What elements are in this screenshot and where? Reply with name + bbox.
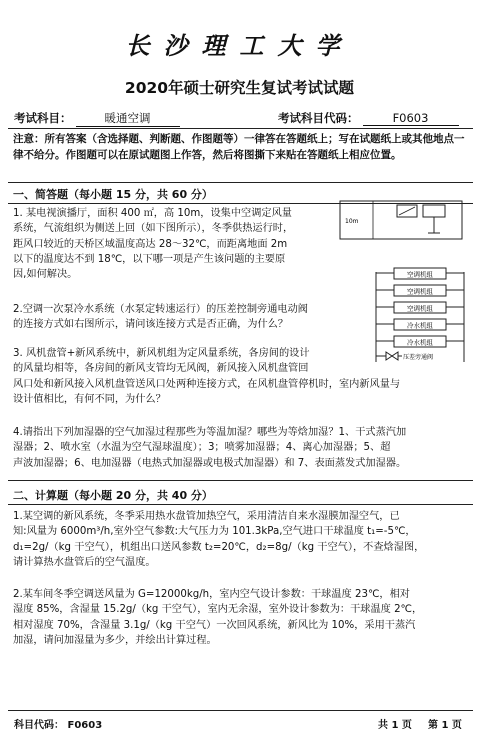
box-label: 空调机组 (407, 270, 433, 279)
box-label: 空调机组 (407, 287, 433, 296)
subject-field (14, 110, 180, 127)
text-line: 湿度 85%，含湿量 15.2g/（kg 干空气），室内无余湿，室外设计参数为：干球温度 2℃， (13, 604, 423, 616)
text-line: 以下的温度达不到 18℃，以下哪一项是产生该问题的主要原 (13, 253, 286, 265)
subject-code-label: 考试科目代码： (278, 111, 359, 125)
exam-title: 2020年硕士研究生复试考试试题 (124, 79, 355, 97)
text-line: 相对湿度 70%，含湿量 3.1g/（kg 干空气）一次回风系统，新风比为 10%，采用干蒸汽 (13, 619, 416, 631)
subject-code-value: F0603 (363, 111, 459, 126)
question-2-2 (13, 587, 468, 648)
text-line: 3. 风机盘管+新风系统中，新风机组为定风量系统，各房间的设计 (13, 348, 310, 359)
ahu-box (394, 268, 446, 279)
text-line: 系统，气流组织为侧送上回（如下图所示），冬季供热运行时， (13, 223, 294, 235)
text-line: 湿器；2、喷水室（水温为空气湿球温度）；3；喷雾加湿器；4、离心加湿器；5、超 (13, 442, 391, 454)
question-1-4 (13, 425, 468, 471)
subject-code-field (278, 110, 459, 126)
notice-divider (8, 182, 473, 183)
footer-code-label: 科目代码： (14, 720, 64, 731)
text-line: 4.请指出下列加湿器的空气加湿过程那些为等温加湿？哪些为等焓加湿？1、干式蒸汽加 (13, 427, 407, 438)
question-2-1 (13, 509, 468, 570)
box-label: 空调机组 (407, 304, 433, 313)
studio-airflow-figure (337, 195, 469, 245)
subject-value: 暖通空调 (76, 110, 180, 127)
text-line: 设计值相比，有何不同，为什么？ (13, 393, 166, 405)
text-line: 1.某空调的新风系统，冬季采用热水盘管加热空气，采用清洁自来水湿膜加湿空气，已 (13, 511, 400, 522)
text-line: 2.空调一次泵冷水系统（水泵定转速运行）的压差控制旁通电动阀 (13, 304, 308, 315)
question-1-1 (13, 206, 343, 282)
footer-total-pages: 共 1 页 (378, 720, 412, 731)
ahu-box (394, 285, 446, 296)
text-line: 1. 某电视演播厅，面积 400 ㎡，高 10m，设集中空调定风量 (13, 208, 292, 219)
section2-title: 二、计算题（每小题 20 分，共 40 分） (13, 489, 213, 502)
text-line: 风口处和新风接入风机盘管送风口处两种连接方式，在风机盘管停机时，室内新风量与 (13, 378, 401, 390)
footer-code (14, 716, 102, 731)
chiller-box (394, 319, 446, 330)
box-label: 冷水机组 (407, 321, 433, 330)
footer-divider (8, 710, 473, 711)
text-line: 距风口较近的天桥区域温度高达 28～32℃，而距离地面 2m (13, 238, 288, 250)
footer-page-number: 第 1 页 (428, 720, 462, 731)
text-line: d₁=2g/（kg 干空气），机组出口送风参数 t₂=20℃，d₂=8g/（kg 干空气），不查焓湿图， (13, 541, 425, 553)
text-line: 的风量均相等，各房间的新风支管均无风阀，新风接入风机盘管回 (13, 363, 309, 375)
text-line: 声波加湿器；6、电加湿器（电热式加湿器或电极式加湿器）和 7、表面蒸发式加湿器。 (13, 457, 407, 469)
university-name: 长沙理工大学 (125, 31, 354, 60)
question-1-3 (13, 346, 468, 407)
ahu-box (394, 302, 446, 313)
text-line: 知:风量为 6000m³/h,室外空气参数:大气压力为 101.3kPa,空气进口干球温度 t₁=-5℃， (13, 526, 416, 538)
text-line: 的连接方式如右图所示，请问该连接方式是否正确，为什么？ (13, 319, 289, 331)
text-line: 因,如何解决。 (13, 269, 78, 281)
section2-top-divider (8, 480, 473, 481)
notice: 注意：所有答案（含选择题、判断题、作图题等）一律答在答题纸上；写在试题纸上或其他地点一律不给分。作图题可以在原试题图上作答，然后将图撕下来贴在答题纸上相应位置。 (13, 133, 465, 161)
box-label: 冷水机组 (407, 338, 433, 347)
footer-code-value: F0603 (67, 720, 103, 731)
text-line: 2.某车间冬季空调送风量为 G=12000kg/h，室内空气设计参数：干球温度 23℃，相对 (13, 589, 410, 600)
bypass-valve-label: 压差旁通阀 (403, 354, 434, 361)
text-line: 请计算热水盘管后的空气温度。 (13, 556, 156, 568)
subject-label: 考试科目： (14, 111, 72, 125)
figure-height-label: 10m (345, 218, 359, 225)
header-divider (8, 128, 473, 129)
question-1-2 (13, 302, 373, 333)
section1-title: 一、简答题（每小题 15 分，共 60 分） (13, 188, 213, 201)
text-line: 加湿，请问加湿量为多少，并绘出计算过程。 (13, 634, 217, 646)
section2-divider (8, 504, 473, 505)
